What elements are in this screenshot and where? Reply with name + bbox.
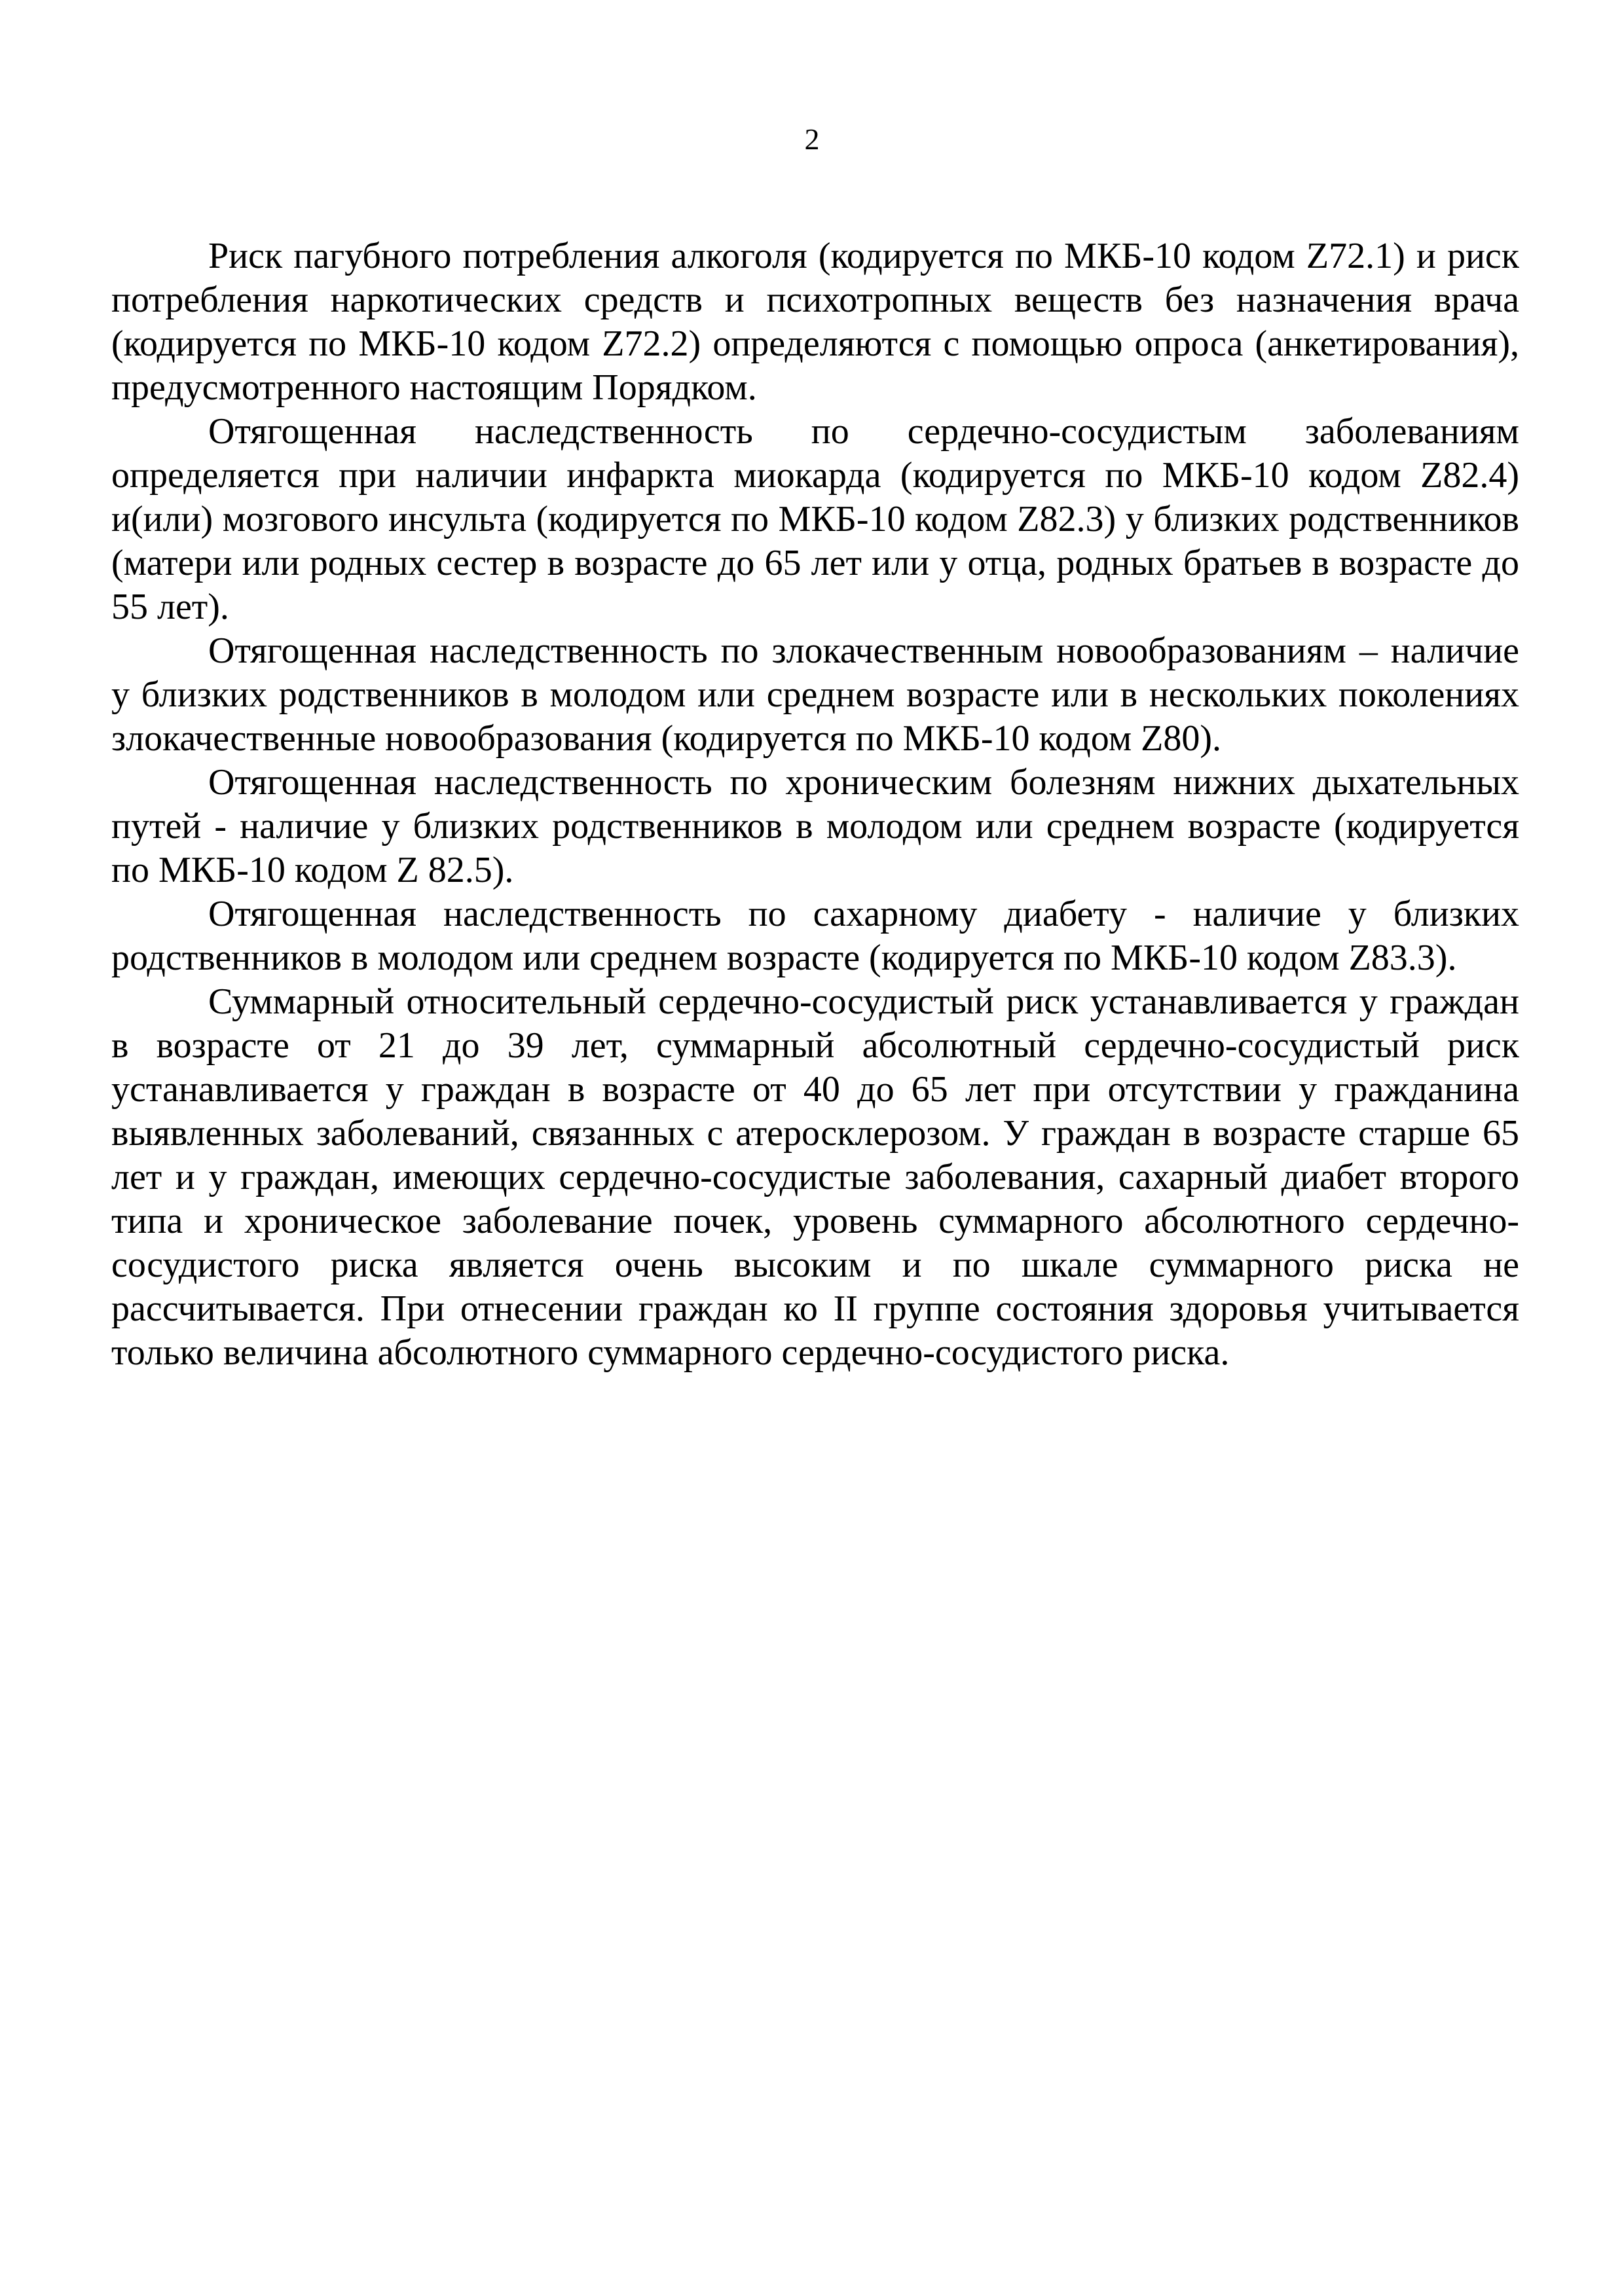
paragraph-oncology-heredity: Отягощенная наследственность по злокачественным новообразованиям – наличие у близких родственников в молодом или среднем возрасте или в нескольких поколениях злокачественные новообразования (кодируется по МКБ-10 кодом Z80). xyxy=(111,630,1519,759)
paragraph-diabetes-heredity: Отягощенная наследственность по сахарному диабету - наличие у близких родственников в молодом или среднем возрасте (кодируется по МКБ-10 кодом Z83.3). xyxy=(111,894,1519,978)
page-number: 2 xyxy=(804,122,820,156)
paragraph-respiratory-heredity: Отягощенная наследственность по хроническим болезням нижних дыхательных путей - наличие у близких родственников в молодом или среднем возрасте (кодируется по МКБ-10 кодом Z 82.5). xyxy=(111,762,1519,890)
document-body xyxy=(111,234,1519,1375)
paragraph-cardiovascular-risk: Суммарный относительный сердечно-сосудистый риск устанавливается у граждан в возрасте от 21 до 39 лет, суммарный абсолютный сердечно-сосудистый риск устанавливается у граждан в возрасте от 40 до 65 лет при отсутствии у гражданина выявленных заболеваний, связанных с атеросклерозом. У граждан в возрасте старше 65 лет и у граждан, имеющих сердечно-сосудистые заболевания, сахарный диабет второго типа и хроническое заболевание почек, уровень суммарного абсолютного сердечно-сосудистого риска является очень высоким и по шкале суммарного риска не рассчитывается. При отнесении граждан ко II группе состояния здоровья учитывается только величина абсолютного суммарного сердечно-сосудистого риска. xyxy=(111,981,1519,1373)
paragraph-cardiovascular-heredity: Отягощенная наследственность по сердечно-сосудистым заболеваниям определяется при наличии инфаркта миокарда (кодируется по МКБ-10 кодом Z82.4) и(или) мозгового инсульта (кодируется по МКБ-10 кодом Z82.3) у близких родственников (матери или родных сестер в возрасте до 65 лет или у отца, родных братьев в возрасте до 55 лет). xyxy=(111,411,1519,627)
paragraph-alcohol-drug-risk: Риск пагубного потребления алкоголя (кодируется по МКБ-10 кодом Z72.1) и риск потребления наркотических средств и психотропных веществ без назначения врача (кодируется по МКБ-10 кодом Z72.2) определяются с помощью опроса (анкетирования), предусмотренного настоящим Порядком. xyxy=(111,236,1519,408)
